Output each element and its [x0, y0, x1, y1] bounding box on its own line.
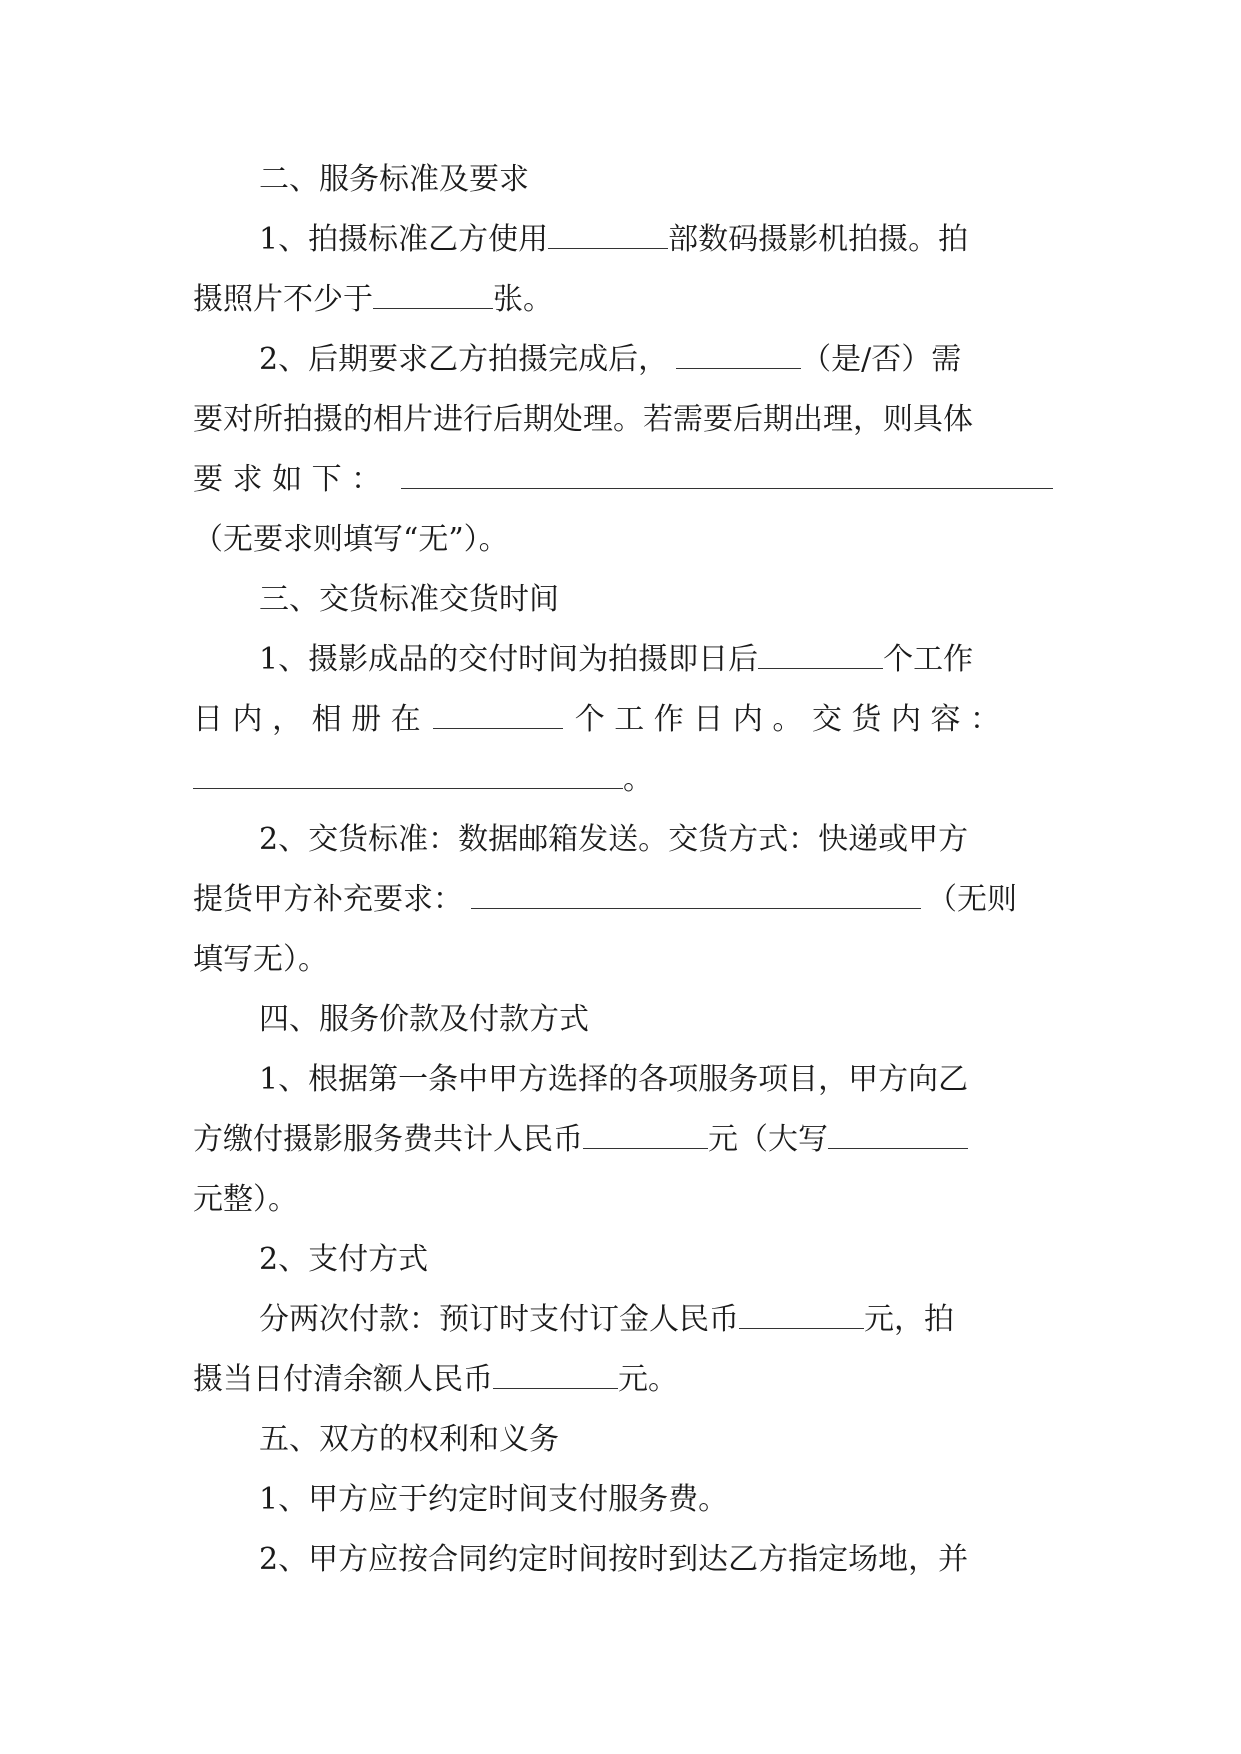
paragraph-line: 日 内 ， 相 册 在 个 工 作 日 内 。 交 货 内 容 ：	[193, 690, 1053, 750]
paragraph-line: 1、根据第一条中甲方选择的各项服务项目，甲方向乙	[259, 1062, 969, 1097]
paragraph-line: 提货甲方补充要求： （无则	[193, 870, 1053, 930]
blank-field[interactable]	[401, 458, 1053, 489]
paragraph-line: 要对所拍摄的相片进行后期处理。若需要后期出理，则具体	[193, 402, 973, 437]
paragraph-line: 1、拍摄标准乙方使用 部数码摄影机拍摄。拍	[193, 210, 1053, 270]
blank-field[interactable]	[433, 698, 563, 729]
paragraph-line: 填写无）。	[193, 942, 328, 977]
blank-field[interactable]	[739, 1298, 864, 1329]
paragraph-line: 。	[193, 750, 1053, 810]
paragraph-line: 要 求 如 下 ：	[193, 450, 1053, 510]
blank-field[interactable]	[676, 338, 801, 369]
paragraph-line: 2、支付方式	[259, 1242, 429, 1277]
paragraph-line: （无要求则填写“无”）。	[193, 522, 509, 557]
blank-field[interactable]	[193, 758, 623, 789]
blank-field[interactable]	[493, 1358, 618, 1389]
paragraph-line: 分两次付款：预订时支付订金人民币 元，拍	[193, 1290, 1053, 1350]
paragraph-line: 1、摄影成品的交付时间为拍摄即日后 个工作	[193, 630, 1053, 690]
paragraph-line: 元整）。	[193, 1182, 298, 1217]
section-heading: 二、服务标准及要求	[259, 162, 529, 197]
section-heading: 三、交货标准交货时间	[259, 582, 559, 617]
paragraph-line: 2、后期要求乙方拍摄完成后， （是/否）需	[193, 330, 1053, 390]
section-heading: 四、服务价款及付款方式	[259, 1002, 589, 1037]
paragraph-line: 2、交货标准：数据邮箱发送。交货方式：快递或甲方	[259, 822, 969, 857]
paragraph-line: 2、甲方应按合同约定时间按时到达乙方指定场地，并	[259, 1542, 969, 1577]
blank-field[interactable]	[471, 878, 921, 909]
blank-field[interactable]	[828, 1118, 968, 1149]
paragraph-line: 摄照片不少于 张。	[193, 270, 1053, 330]
paragraph-line: 方缴付摄影服务费共计人民币 元（大写	[193, 1110, 1053, 1170]
blank-field[interactable]	[548, 218, 668, 249]
document-body	[193, 150, 1053, 1590]
section-heading: 五、双方的权利和义务	[259, 1422, 559, 1457]
paragraph-line: 摄当日付清余额人民币 元。	[193, 1350, 1053, 1410]
paragraph-line: 1、甲方应于约定时间支付服务费。	[259, 1482, 729, 1517]
blank-field[interactable]	[758, 638, 883, 669]
blank-field[interactable]	[373, 278, 493, 309]
blank-field[interactable]	[583, 1118, 708, 1149]
